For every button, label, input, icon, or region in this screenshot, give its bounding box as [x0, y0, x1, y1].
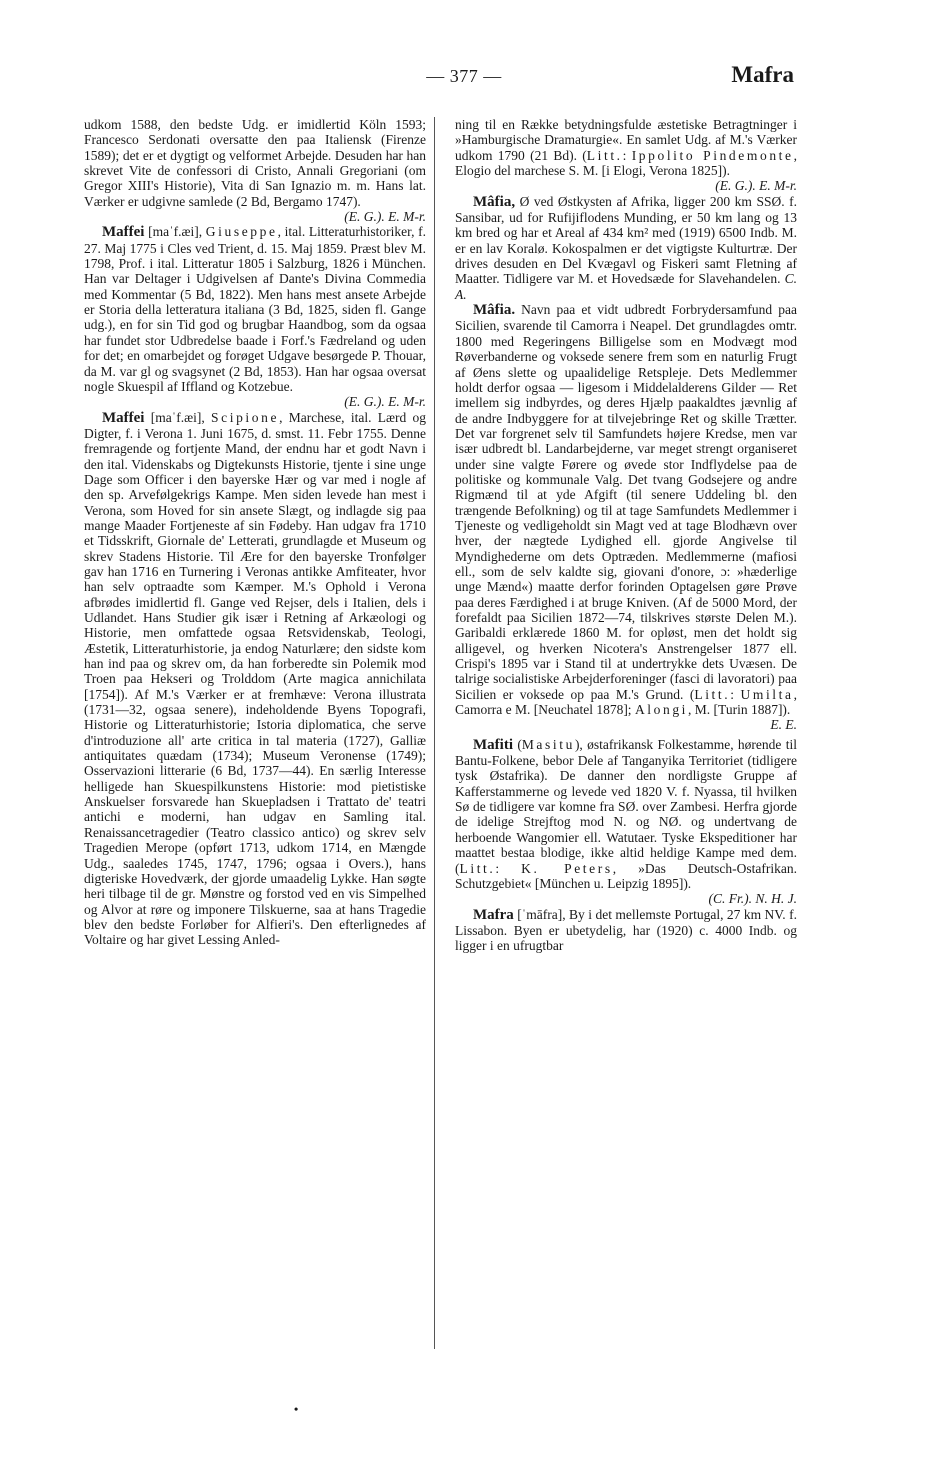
- headword: Mâfia.: [473, 302, 516, 319]
- entry-text-mid: , Camorra e M. [Neuchatel 1878];: [455, 686, 797, 718]
- entry-signature: E. E.: [770, 717, 797, 733]
- literature-label: Litt.: [459, 860, 496, 876]
- separator: :: [495, 860, 522, 876]
- entry-maffei-giuseppe: [84, 224, 426, 409]
- author-name: Ippolito Pindemonte: [631, 147, 794, 163]
- entry-mafra: [455, 907, 797, 954]
- pronunciation: [maˈf.æi],: [144, 409, 212, 425]
- separator: (: [512, 736, 522, 752]
- headword: Maffei: [102, 224, 145, 241]
- entry-mafiti: [455, 737, 797, 907]
- entry-signature: C. A.: [455, 271, 797, 302]
- entry-text-end: , »Das Deutsch-Ostafrikan. Schutzgebiet« [München u. Leipzig 1895]).: [455, 860, 797, 891]
- left-column: [84, 117, 426, 948]
- entry-mafia-island: [455, 194, 797, 302]
- headword: Mafra: [473, 906, 514, 923]
- author-name: Alongi: [634, 702, 689, 718]
- entry-maffei-scipione: [84, 410, 426, 948]
- footer-marker: •: [294, 1402, 299, 1416]
- entry-signature: (E. G.). E. M-r.: [344, 209, 426, 225]
- headword: Mafiti: [473, 736, 513, 753]
- entry-text-end: , M. [Turin 1887]).: [688, 702, 791, 718]
- separator: :: [730, 686, 741, 702]
- entry-text: [ˈmāfra], By i det mellemste Portugal, 27 km NV. f. Lissabon. Byen er ubetydelig, har (1920) c. 4000 Indb. og ligger i en ufrugtbar: [455, 906, 797, 954]
- entry-signature: (C. Fr.). N. H. J.: [708, 891, 797, 907]
- entry-text: ), østafrikansk Folkestamme, hørende til Bantu-Folkene, bebor Dele af Tanganyika Territoriet (tidligere tysk Østafrika). De danner den nordligste Gruppe af Kafferstammerne og levede ved 1820 V. f. Nyassa, til hvilken Sø de tidligere var komne fra SØ. over Zambesi. Herfra gjorde de idelige Strejftog mod N. og NØ. og undertvang de herboende Wangomier ell. Watutaer. Tyske Ekspeditioner har maattet bestaa blodige, ikke altid heldige Kampe med dem. (: [455, 736, 798, 876]
- running-head: Mafra: [731, 62, 794, 87]
- headword: Mâfia,: [473, 193, 516, 210]
- literature-label: Litt.: [586, 147, 623, 163]
- author-name: Umilta: [740, 686, 794, 702]
- pronunciation: [maˈf.æi],: [144, 224, 206, 240]
- alt-name: Masitu: [521, 736, 575, 752]
- entry-text: Navn paa et vidt udbredt Forbrydersamfund paa Sicilien, svarende til Camorra i Neapel. Det grundlagdes omtr. 1800 med Regeringens Billigelse som en Modvægt mod Røverbanderne og voksede senere frem som en naturlig Frugt af Øens slette og upaalidelige Retspleje. Dets Medlemmer holdt derfor ogsaa — ligesom i Middelalderens Gilder — Ret imellem sig indbyrdes, og deres Hjælp paakaldtes jævnlig af de andre Indbyggere for at tilvejebringe Ret og skille Trætter. Det var forgrenet selv til Samfundets højere Kredse, men var især udbredt bl. Landarbejderne, var meget strengt organiseret under sine valgte Førere og øvede stor Indflydelse paa de politiske og kommunale Valg. Det tvang Godsejere og andre Rigmænd til at yde Afgift (til senere Uddeling bl. den trængende Befolkning) og til at tage Samfundets Medlemmer i Tjeneste og vedligeholdt sin Magt ved at tage Blodhævn over hver, der nægtede Lydighed ell. gjorde Angivelse til Myndighederne om dets Optræden. Medlemmerne (mafiosi ell., som de selv kaldte sig, giovani d'onore, ɔ: »hæderlige unge Mænd«) maatte derfor forinden Optagelsen gøre Prøve paa deres Færdighed i at bruge Kniven. (Af de 5000 Mord, der forefaldt paa Sicilien 1872—74, tilskrives største Delen M.). Garibaldi erklærede 1860 M. for opløst, men det holdt sig alligevel, og hverken Nicotera's Anstrengelser 1877 ell. Crispi's 1895 var i Stand til at undertrykke dets Uvæsen. De talrige socialistiske Arbejderforeninger (fasci di lavoratori) paa Sicilien er voksede op paa M.'s Grund. (: [455, 302, 797, 702]
- headword: Maffei: [102, 409, 145, 426]
- entry-text: Ø ved Østkysten af Afrika, ligger 200 km SSØ. f. Sansibar, ud for Rufijiflodens Munding, er 50 km lang og 13 km bred og har et Areal af 434 km² med (1919) 6500 Indb. M. er en lav Koralø. Kokospalmen er det vigtigste Kulturtræ. Der drives desuden en Del Kvægavl og Fiskeri samt Fletning af Maatter. Tidligere var M. et Hovedsæde for Slavehandelen.: [455, 193, 797, 287]
- entry-text: , Marchese, ital. Lærd og Digter, f. i Verona 1. Juni 1675, d. smst. 11. Febr 1755. Denne fremragende og fortjente Mand, der endnu har et godt Navn i den ital. Videnskabs og Digtekunsts Historie, tjente i sine unge Dage som Officer i den bayerske Hær og var med i nogle af den sp. Arvefølgekrigs Kampe. Men siden levede han mest i Verona, som Hoved for sin ansete Slægt, og indlagde sig paa mange Maader Fortjeneste af sin Fødeby. Han udgav fra 1710 et Tidsskrift, Giornale de' Letterati, grundlagde et Museum og skrev Stadens Historie. Til Ære for den bayerske Tronfølger gav han 1716 en Turnering i Veronas antikke Amfiteater, hvor han selv optraadte som Kæmper. M.'s Ophold i Verona afbrødes imidlertid fl. Gange ved Rejser, dels i Italien, dels i Udlandet. Hans Studier gik især i Retning af Arkæologi og Historie, men omfattede ogsaa Retsvidenskab, Teologi, Æstetik, Litteraturhistorie, ja endog Naturlære; den sidste kom han ind paa og skrev om, da han forberedte sin Polemik mod Troen paa Hekseri og Trolddom (Arte magica annichilata [1754]). Af M.'s Værker er at fremhæve: Verona illustrata (1731—32, ogsaa senere), indeholdende Byens Topografi, Historie og Litteraturhistorie; Istoria diplomatica, che serve d'introduzione all' arte critica in tal materia (1727), Galliæ antiquitates quædam (1734); Museum Veronense (1749); Osservazioni litterarie (6 Bd, 1737—44). En særlig Interesse helligede han Skuespilkunstens Historie: mod pietistiske Anskuelser forsvarede han Skuepladsen i Trattato de' teatri antichi e moderni, han udgav en Samling ital. Renaissancetragedier (Teatro classico antico) og skrev selv Tragedien Merope (opført 1713, udkom 1714, en Mængde Udg., saaledes 1745, 1747, 1796; ogsaa i Overs.), hans digteriske Hovedværk, der gjorde umaadelig Lykke. Han søgte heri tilbage til de gr. Mønstre og forstod ved en vis Simpelhed og Alvor at røre og imponere Tilskuerne, saa at hans Tragedie blev den bedste Forløber for Alfieri's. Den efterlignedes af Voltaire og har givet Lessing Anled-: [84, 409, 426, 948]
- continued-entry: [84, 117, 426, 224]
- entry-text: udkom 1588, den bedste Udg. er imidlertid Köln 1593; Francesco Serdonati oversatte den paa Italiensk (Firenze 1589); det er et dygtigt og velformet Arbejde. Desuden har han skrevet Vite de confessori di Cristo, Annali Gregoriani (om Gregor XIII's Historie), Vita di San Ignazio m. m. Hans lat. Værker er udgivne samlede (2 Bd, Bergamo 1747).: [84, 117, 426, 209]
- right-column: [455, 117, 797, 954]
- entry-signature: (E. G.). E. M-r.: [344, 394, 426, 410]
- literature-label: Litt.: [694, 686, 731, 702]
- separator: :: [622, 147, 632, 163]
- entry-text: , ital. Litteraturhistoriker, f. 27. Maj 1775 i Cles ved Trient, d. 15. Maj 1859. Præst blev M. 1798, Prof. i ital. Litteratur 1805 i Salzburg, 1826 i München. Han var Deltager i Udgivelsen af Dante's Divina Commedia med Kommentar (5 Bd, 1822). Men hans mest ansete Arbejde er Storia della letteratura italiana (3 Bd, 1825, siden fl. Gange udg.), en for sin Tid god og brugbar Haandbog, som da ogsaa har fundet stor Udbredelse baade i Forf.'s Fædreland og uden for det; en omarbejdet og forøget Udgave besørgede P. Thouar, da M. var gl og svagsynet (2 Bd, 1853). Han har ogsaa oversat nogle Skuespil af Iffland og Kotzebue.: [84, 224, 426, 394]
- author-name: K. Peters: [521, 860, 613, 876]
- entry-text: ning til en Række betydningsfulde æstetiske Betragtninger i »Hamburgische Dramaturgie«. En samlet Udg. af M.'s Værker udkom 1790 (21 Bd). (: [455, 117, 797, 163]
- entry-text-end: , Elogio del marchese S. M. [i Elogi, Verona 1825]).: [455, 147, 797, 179]
- continued-entry: [455, 117, 797, 194]
- page-number: — 377 —: [426, 66, 502, 86]
- person-name: Scipione: [211, 409, 280, 425]
- column-rule: [434, 117, 435, 1349]
- entry-mafia-society: [455, 302, 797, 733]
- entry-signature: (E. G.). E. M-r.: [715, 178, 797, 194]
- person-name: Giuseppe: [205, 224, 278, 240]
